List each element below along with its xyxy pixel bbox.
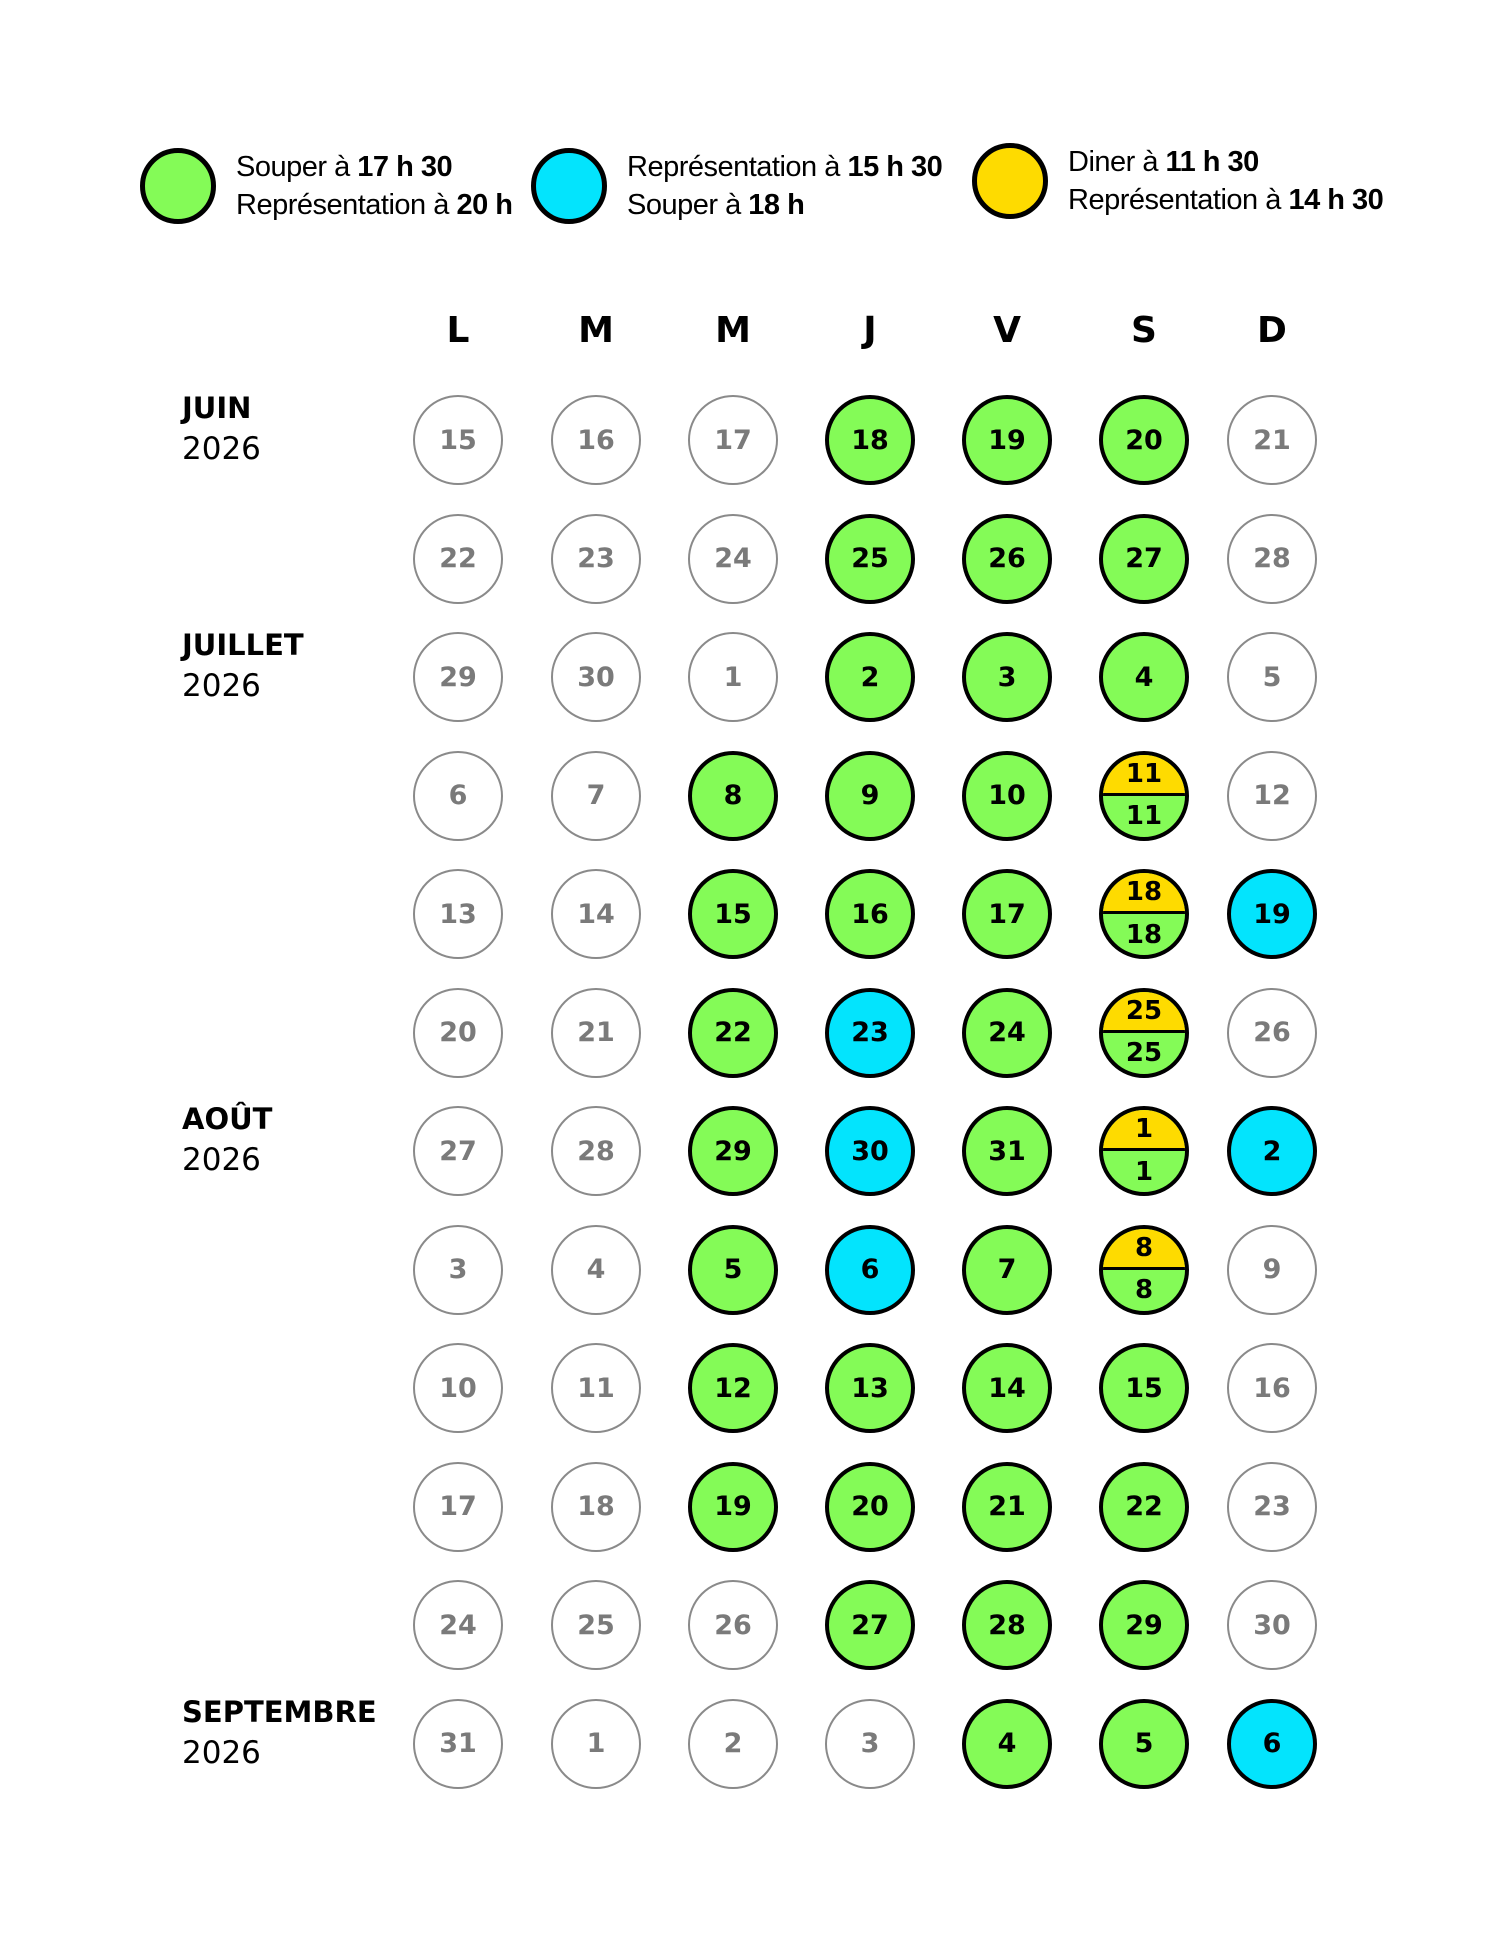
day-circle[interactable] — [962, 1462, 1052, 1552]
weekday-header: J — [863, 310, 877, 351]
day-circle[interactable] — [825, 1225, 915, 1315]
day-circle[interactable] — [688, 1343, 778, 1433]
day-circle — [551, 869, 641, 959]
legend-line-2-text: Souper à — [627, 189, 749, 221]
day-number: 21 — [988, 1491, 1026, 1522]
day-number: 7 — [586, 780, 606, 811]
day-number: 26 — [714, 1609, 752, 1641]
day-number: 5 — [1262, 661, 1282, 693]
month-label — [182, 1099, 272, 1181]
legend-line-1-text: Représentation à — [627, 151, 848, 183]
day-circle[interactable] — [688, 1106, 778, 1196]
legend-swatch-green — [140, 148, 216, 224]
month-year: 2026 — [182, 1142, 261, 1178]
day-circle — [1227, 1225, 1317, 1315]
day-circle[interactable] — [962, 869, 1052, 959]
day-number: 14 — [577, 898, 615, 930]
day-number: 29 — [714, 1135, 752, 1167]
day-circle[interactable] — [825, 395, 915, 485]
day-circle — [413, 1106, 503, 1196]
day-circle — [551, 395, 641, 485]
legend-item-yellow — [972, 143, 1383, 219]
month-label — [182, 1692, 377, 1774]
day-number: 19 — [988, 424, 1026, 456]
day-circle[interactable] — [962, 632, 1052, 722]
day-evening-half: 11 — [1125, 801, 1163, 831]
day-number: 6 — [860, 1254, 880, 1285]
day-circle[interactable] — [962, 514, 1052, 604]
legend — [0, 0, 1500, 260]
day-number: 19 — [714, 1491, 752, 1522]
day-circle — [688, 514, 778, 604]
day-evening-half: 18 — [1125, 919, 1163, 950]
day-circle[interactable] — [688, 988, 778, 1078]
weekday-header: S — [1131, 310, 1157, 351]
day-matinee-half: 18 — [1103, 873, 1185, 914]
day-circle — [1227, 1580, 1317, 1670]
day-number: 27 — [1125, 543, 1163, 574]
day-number: 28 — [577, 1135, 615, 1167]
day-number: 15 — [439, 424, 477, 456]
day-number: 17 — [988, 898, 1026, 930]
day-evening-half: 1 — [1134, 1156, 1154, 1187]
day-number: 30 — [851, 1135, 889, 1167]
day-circle — [413, 514, 503, 604]
day-circle — [825, 1699, 915, 1789]
legend-line-2-time: 14 h 30 — [1288, 184, 1384, 216]
day-circle[interactable] — [825, 1580, 915, 1670]
day-number: 27 — [851, 1609, 889, 1641]
day-number: 13 — [439, 898, 477, 930]
day-number: 2 — [1262, 1135, 1282, 1167]
day-number: 3 — [860, 1728, 880, 1759]
day-number: 18 — [851, 424, 889, 456]
month-year: 2026 — [182, 431, 261, 467]
day-number: 16 — [577, 424, 615, 456]
day-number: 23 — [1253, 1491, 1291, 1522]
day-number: 20 — [439, 1017, 477, 1048]
weekday-header: L — [446, 310, 470, 351]
day-matinee-half: 1 — [1103, 1110, 1185, 1151]
day-number: 13 — [851, 1372, 889, 1404]
day-circle — [551, 1225, 641, 1315]
day-circle — [551, 514, 641, 604]
day-number: 16 — [851, 898, 889, 930]
day-number: 7 — [997, 1254, 1017, 1285]
day-number: 31 — [439, 1728, 477, 1759]
day-circle — [413, 1699, 503, 1789]
day-evening-half: 8 — [1134, 1275, 1154, 1305]
day-circle — [1227, 1462, 1317, 1552]
day-evening-half: 25 — [1125, 1038, 1163, 1068]
legend-text — [627, 148, 942, 224]
day-circle — [1227, 988, 1317, 1078]
day-circle — [551, 1580, 641, 1670]
month-year: 2026 — [182, 668, 261, 704]
day-number: 12 — [714, 1372, 752, 1404]
weekday-header: M — [715, 310, 751, 351]
day-number: 15 — [714, 898, 752, 930]
month-name: JUIN — [182, 391, 252, 425]
day-circle — [413, 1225, 503, 1315]
day-number: 6 — [1262, 1728, 1282, 1759]
day-circle[interactable] — [825, 1462, 915, 1552]
day-number: 27 — [439, 1135, 477, 1167]
legend-item-green — [140, 148, 512, 224]
day-circle[interactable] — [962, 1699, 1052, 1789]
day-circle — [413, 395, 503, 485]
day-circle — [551, 1343, 641, 1433]
day-number: 10 — [439, 1372, 477, 1404]
day-number: 9 — [1262, 1254, 1282, 1285]
month-name: SEPTEMBRE — [182, 1694, 377, 1729]
day-number: 30 — [577, 661, 615, 693]
day-circle[interactable] — [825, 514, 915, 604]
day-number: 5 — [723, 1254, 743, 1285]
day-circle[interactable] — [1099, 514, 1189, 604]
legend-line-2-text: Représentation à — [236, 189, 457, 221]
day-number: 14 — [988, 1372, 1026, 1404]
legend-line-2-time: 20 h — [456, 189, 513, 221]
day-number: 20 — [851, 1491, 889, 1522]
day-number: 23 — [577, 543, 615, 574]
day-number: 16 — [1253, 1372, 1291, 1404]
day-circle — [413, 1580, 503, 1670]
day-circle — [1227, 632, 1317, 722]
day-number: 24 — [988, 1017, 1026, 1048]
legend-line-1 — [236, 148, 512, 186]
day-circle — [551, 988, 641, 1078]
day-circle[interactable] — [688, 1462, 778, 1552]
legend-line-1 — [1068, 143, 1383, 181]
day-circle — [688, 632, 778, 722]
day-circle[interactable] — [688, 751, 778, 841]
day-circle — [413, 988, 503, 1078]
day-number: 4 — [1134, 661, 1154, 693]
day-circle[interactable] — [825, 632, 915, 722]
day-number: 26 — [988, 543, 1026, 574]
day-circle — [413, 1343, 503, 1433]
legend-text — [1068, 143, 1383, 219]
day-circle[interactable] — [962, 1343, 1052, 1433]
day-circle[interactable] — [1099, 988, 1189, 1078]
legend-swatch-cyan — [531, 148, 607, 224]
legend-line-2-text: Représentation à — [1068, 184, 1289, 216]
day-number: 3 — [997, 661, 1017, 693]
day-number: 11 — [577, 1372, 615, 1404]
day-number: 1 — [586, 1728, 606, 1759]
legend-line-1-time: 11 h 30 — [1165, 146, 1259, 178]
day-number: 4 — [997, 1728, 1017, 1759]
day-circle[interactable] — [962, 395, 1052, 485]
day-number: 22 — [1125, 1491, 1163, 1522]
day-circle — [413, 1462, 503, 1552]
day-circle — [413, 632, 503, 722]
day-circle[interactable] — [825, 751, 915, 841]
day-circle — [551, 1106, 641, 1196]
day-number: 17 — [714, 424, 752, 456]
weekday-header: V — [993, 310, 1021, 351]
month-name: AOÛT — [182, 1102, 273, 1136]
day-number: 18 — [577, 1491, 615, 1522]
day-circle[interactable] — [962, 751, 1052, 841]
day-number: 17 — [439, 1491, 477, 1522]
day-circle[interactable] — [962, 1580, 1052, 1670]
day-circle[interactable] — [1099, 1225, 1189, 1315]
day-circle[interactable] — [1099, 751, 1189, 841]
day-number: 15 — [1125, 1372, 1163, 1404]
day-number: 22 — [439, 543, 477, 574]
day-number: 5 — [1134, 1728, 1154, 1759]
day-number: 20 — [1125, 424, 1163, 456]
day-number: 24 — [439, 1609, 477, 1641]
day-circle[interactable] — [1099, 1580, 1189, 1670]
day-number: 21 — [1253, 424, 1291, 456]
day-circle — [413, 869, 503, 959]
day-circle[interactable] — [825, 869, 915, 959]
legend-text — [236, 148, 512, 224]
day-circle — [1227, 395, 1317, 485]
day-circle — [688, 1699, 778, 1789]
legend-line-2 — [1068, 181, 1383, 219]
day-number: 3 — [448, 1254, 468, 1285]
day-number: 28 — [1253, 543, 1291, 574]
day-circle[interactable] — [1099, 1106, 1189, 1196]
day-number: 29 — [1125, 1609, 1163, 1641]
legend-line-2 — [627, 186, 942, 224]
day-number: 1 — [723, 661, 743, 693]
legend-line-1-time: 17 h 30 — [357, 151, 453, 183]
day-number: 19 — [1253, 898, 1291, 930]
day-circle[interactable] — [688, 869, 778, 959]
day-number: 2 — [723, 1728, 743, 1759]
day-number: 26 — [1253, 1017, 1291, 1048]
day-circle — [413, 751, 503, 841]
legend-line-1-time: 15 h 30 — [847, 151, 943, 183]
day-circle — [551, 1699, 641, 1789]
day-circle — [688, 1580, 778, 1670]
day-number: 22 — [714, 1017, 752, 1048]
day-number: 29 — [439, 661, 477, 693]
day-circle[interactable] — [1227, 1106, 1317, 1196]
day-circle[interactable] — [825, 988, 915, 1078]
day-circle[interactable] — [1099, 395, 1189, 485]
legend-item-cyan — [531, 148, 942, 224]
legend-line-1-text: Souper à — [236, 151, 358, 183]
day-number: 21 — [577, 1017, 615, 1048]
day-circle — [1227, 751, 1317, 841]
legend-line-2-time: 18 h — [748, 189, 805, 221]
day-number: 12 — [1253, 780, 1291, 811]
day-number: 25 — [851, 543, 889, 574]
day-number: 9 — [860, 780, 880, 811]
day-number: 31 — [988, 1135, 1026, 1167]
day-circle[interactable] — [962, 1106, 1052, 1196]
month-year: 2026 — [182, 1734, 261, 1771]
day-number: 8 — [723, 780, 743, 811]
day-number: 2 — [860, 661, 880, 693]
day-number: 28 — [988, 1609, 1026, 1641]
day-circle — [1227, 514, 1317, 604]
day-number: 6 — [448, 780, 468, 811]
day-number: 30 — [1253, 1609, 1291, 1641]
day-circle — [551, 632, 641, 722]
day-circle[interactable] — [1099, 1462, 1189, 1552]
legend-line-2 — [236, 186, 512, 224]
day-number: 4 — [586, 1254, 606, 1285]
day-matinee-half: 11 — [1103, 755, 1185, 796]
day-number: 24 — [714, 543, 752, 574]
day-matinee-half: 8 — [1103, 1229, 1185, 1270]
day-circle[interactable] — [1099, 1699, 1189, 1789]
legend-swatch-yellow — [972, 143, 1048, 219]
weekday-header: M — [578, 310, 614, 351]
legend-line-1 — [627, 148, 942, 186]
day-circle[interactable] — [688, 1225, 778, 1315]
day-circle — [688, 395, 778, 485]
day-circle[interactable] — [1227, 1699, 1317, 1789]
day-number: 25 — [577, 1609, 615, 1641]
day-matinee-half: 25 — [1103, 992, 1185, 1033]
month-label — [182, 388, 261, 470]
day-circle[interactable] — [1099, 632, 1189, 722]
day-circle[interactable] — [962, 1225, 1052, 1315]
weekday-header: D — [1257, 310, 1287, 351]
month-label — [182, 625, 304, 707]
month-name: JUILLET — [182, 628, 304, 662]
day-circle[interactable] — [1099, 869, 1189, 959]
day-circle[interactable] — [825, 1106, 915, 1196]
day-number: 10 — [988, 780, 1026, 811]
day-circle — [551, 1462, 641, 1552]
day-circle — [1227, 1343, 1317, 1433]
legend-line-1-text: Diner à — [1068, 146, 1166, 178]
day-number: 23 — [851, 1017, 889, 1048]
day-circle — [551, 751, 641, 841]
day-circle[interactable] — [962, 988, 1052, 1078]
day-circle[interactable] — [1099, 1343, 1189, 1433]
day-circle[interactable] — [825, 1343, 915, 1433]
day-circle[interactable] — [1227, 869, 1317, 959]
